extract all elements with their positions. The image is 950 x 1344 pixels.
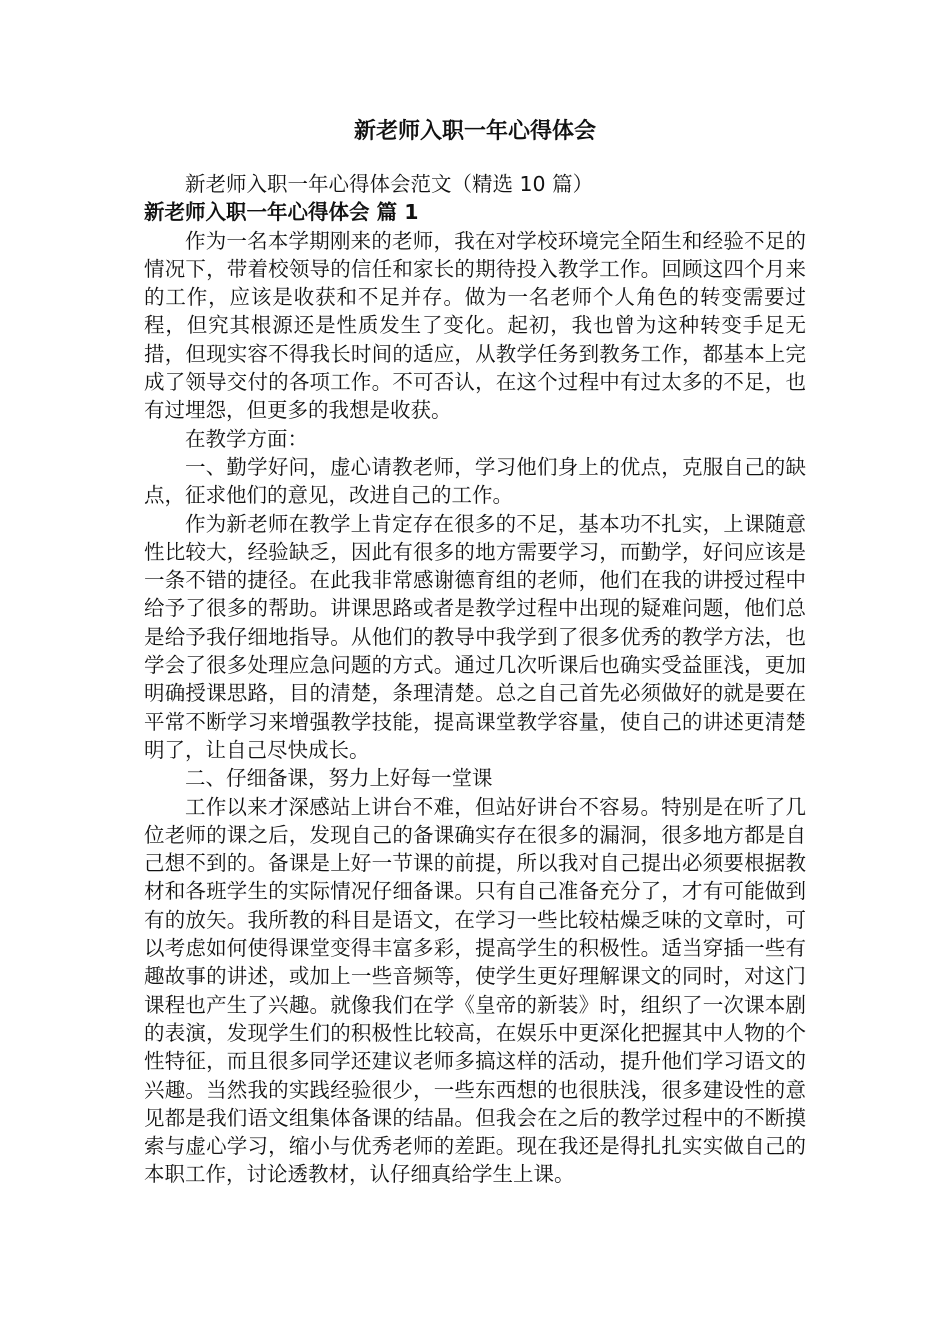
paragraph-intro: 作为一名本学期刚来的老师，我在对学校环境完全陌生和经验不足的情况下，带着校领导的信任和家长的期待投入教学工作。回顾这四个月来的工作，应该是收获和不足并存。做为一名老师个人角色的转变需要过程，但究其根源还是性质发生了变化。起初，我也曾为这种转变手足无措，但现实容不得我长时间的适应，从教学任务到教务工作，都基本上完成了领导交付的各项工作。不可否认，在这个过程中有过太多的不足，也有过埋怨，但更多的我想是收获。 <box>144 228 806 423</box>
paragraph-point-one: 一、勤学好问，虚心请教老师，学习他们身上的优点，克服自己的缺点，征求他们的意见，改进自己的工作。 <box>144 454 806 508</box>
document-subtitle: 新老师入职一年心得体会范文（精选 10 篇） <box>185 172 594 196</box>
paragraph-point-two: 二、仔细备课，努力上好每一堂课 <box>185 766 493 791</box>
paragraph-point-one-detail: 作为新老师在教学上肯定存在很多的不足，基本功不扎实，上课随意性比较大，经验缺乏，因此有很多的地方需要学习，而勤学，好问应该是一条不错的捷径。在此我非常感谢德育组的老师，他们在我的讲授过程中给予了很多的帮助。讲课思路或者是教学过程中出现的疑难问题，他们总是给予我仔细地指导。从他们的教导中我学到了很多优秀的教学方法，也学会了很多处理应急问题的方式。通过几次听课后也确实受益匪浅，更加明确授课思路，目的清楚，条理清楚。总之自己首先必须做好的就是要在平常不断学习来增强教学技能，提高课堂教学容量，使自己的讲述更清楚明了，让自己尽快成长。 <box>144 511 806 762</box>
section-heading: 新老师入职一年心得体会 篇 1 <box>144 200 419 225</box>
document-page <box>144 112 806 1189</box>
paragraph-teaching-aspect: 在教学方面： <box>185 426 308 451</box>
paragraph-point-two-detail: 工作以来才深感站上讲台不难，但站好讲台不容易。特别是在听了几位老师的课之后，发现自己的备课确实存在很多的漏洞，很多地方都是自己想不到的。备课是上好一节课的前提，所以我对自己提出必须要根据教材和各班学生的实际情况仔细备课。只有自己准备充分了，才有可能做到有的放矢。我所教的科目是语文，在学习一些比较枯燥乏味的文章时，可以考虑如何使得课堂变得丰富多彩，提高学生的积极性。适当穿插一些有趣故事的讲述，或加上一些音频等，使学生更好理解课文的同时，对这门课程也产生了兴趣。就像我们在学《皇帝的新装》时，组织了一次课本剧的表演，发现学生们的积极性比较高，在娱乐中更深化把握其中人物的个性特征，而且很多同学还建议老师多搞这样的活动，提升他们学习语文的兴趣。当然我的实践经验很少，一些东西想的也很肤浅，很多建设性的意见都是我们语文组集体备课的结晶。但我会在之后的教学过程中的不断摸索与虚心学习，缩小与优秀老师的差距。现在我还是得扎扎实实做自己的本职工作，讨论透教材，认仔细真给学生上课。 <box>144 794 806 1187</box>
document-title: 新老师入职一年心得体会 <box>353 119 596 144</box>
